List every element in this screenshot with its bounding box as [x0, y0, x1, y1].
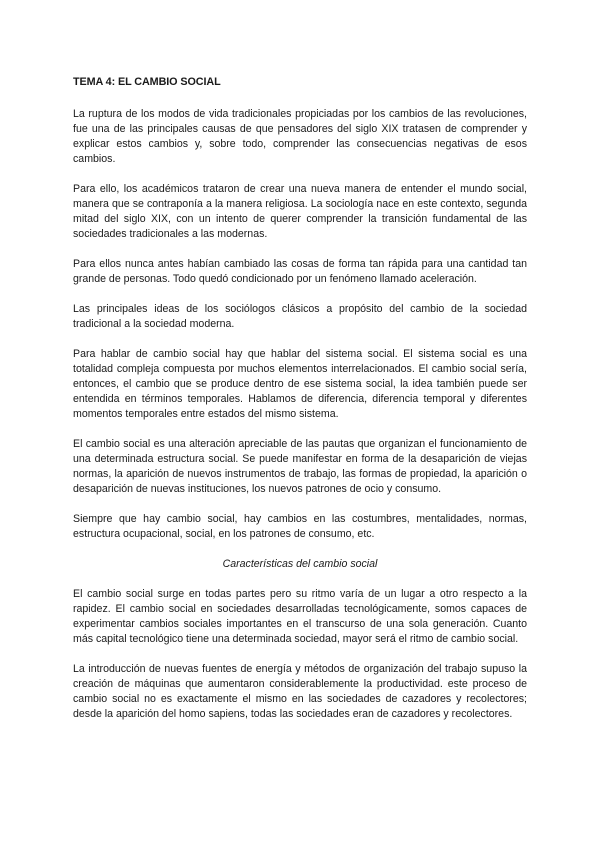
- paragraph-ideas-sociologos: Las principales ideas de los sociólogos clásicos a propósito del cambio de la sociedad tradicional a la sociedad moderna.: [73, 303, 527, 330]
- paragraph-sistema-social: Para hablar de cambio social hay que hablar del sistema social. El sistema social es una totalidad compleja compuesta por muchos elementos interrelacionados. El cambio social sería, entonces, el cambio que se produce dentro de ese sistema social, la idea también puede ser entendida en términos temporales. Hablamos de diferencia, diferencia temporal y diferentes momentos temporales entre estados del mismo sistema.: [73, 348, 527, 420]
- document-title: TEMA 4: EL CAMBIO SOCIAL: [73, 76, 221, 88]
- paragraph-academicos: Para ello, los académicos trataron de crear una nueva manera de entender el mundo social, manera que se contraponía a la manera religiosa. La sociología nace en este contexto, segunda mitad del siglo XIX, con un intento de querer comprender la transición fundamental de las sociedades tradicionales a las modernas.: [73, 183, 527, 240]
- document-page: [73, 75, 527, 737]
- paragraph-aceleracion: Para ellos nunca antes habían cambiado las cosas de forma tan rápida para una cantidad tan grande de personas. Todo quedó condicionado por un fenómeno llamado aceleración.: [73, 258, 527, 285]
- paragraph-alteracion: El cambio social es una alteración apreciable de las pautas que organizan el funcionamiento de una determinada estructura social. Se puede manifestar en forma de la desaparición de viejas normas, la aparición de nuevos instrumentos de trabajo, las formas de propiedad, la aparición o desaparición de nuevas instituciones, los nuevos patrones de ocio y consumo.: [73, 438, 527, 495]
- paragraph-ritmo: El cambio social surge en todas partes pero su ritmo varía de un lugar a otro respecto a la rapidez. El cambio social en sociedades desarrolladas tecnológicamente, somos capaces de experimentar cambios sociales importantes en el transcurso de una sola generación. Cuanto más capital tecnológico tiene una determinada sociedad, mayor será el ritmo de cambio social.: [73, 588, 527, 645]
- paragraph-energia: La introducción de nuevas fuentes de energía y métodos de organización del trabajo supuso la creación de máquinas que aumentaron considerablemente la productividad. este proceso de cambio social no es exactamente el mismo en las sociedades de cazadores y recolectores; desde la aparición del homo sapiens, todas las sociedades eran de cazadores y recolectores.: [73, 663, 527, 720]
- paragraph-ruptura: La ruptura de los modos de vida tradicionales propiciadas por los cambios de las revoluciones, fue una de las principales causas de que pensadores del siglo XIX tratasen de comprender y explicar estos cambios y, sobre todo, comprender las consecuencias negativas de esos cambios.: [73, 108, 527, 165]
- paragraph-costumbres: Siempre que hay cambio social, hay cambios en las costumbres, mentalidades, normas, estructura ocupacional, social, en los patrones de consumo, etc.: [73, 513, 527, 540]
- section-subtitle: Características del cambio social: [222, 558, 378, 570]
